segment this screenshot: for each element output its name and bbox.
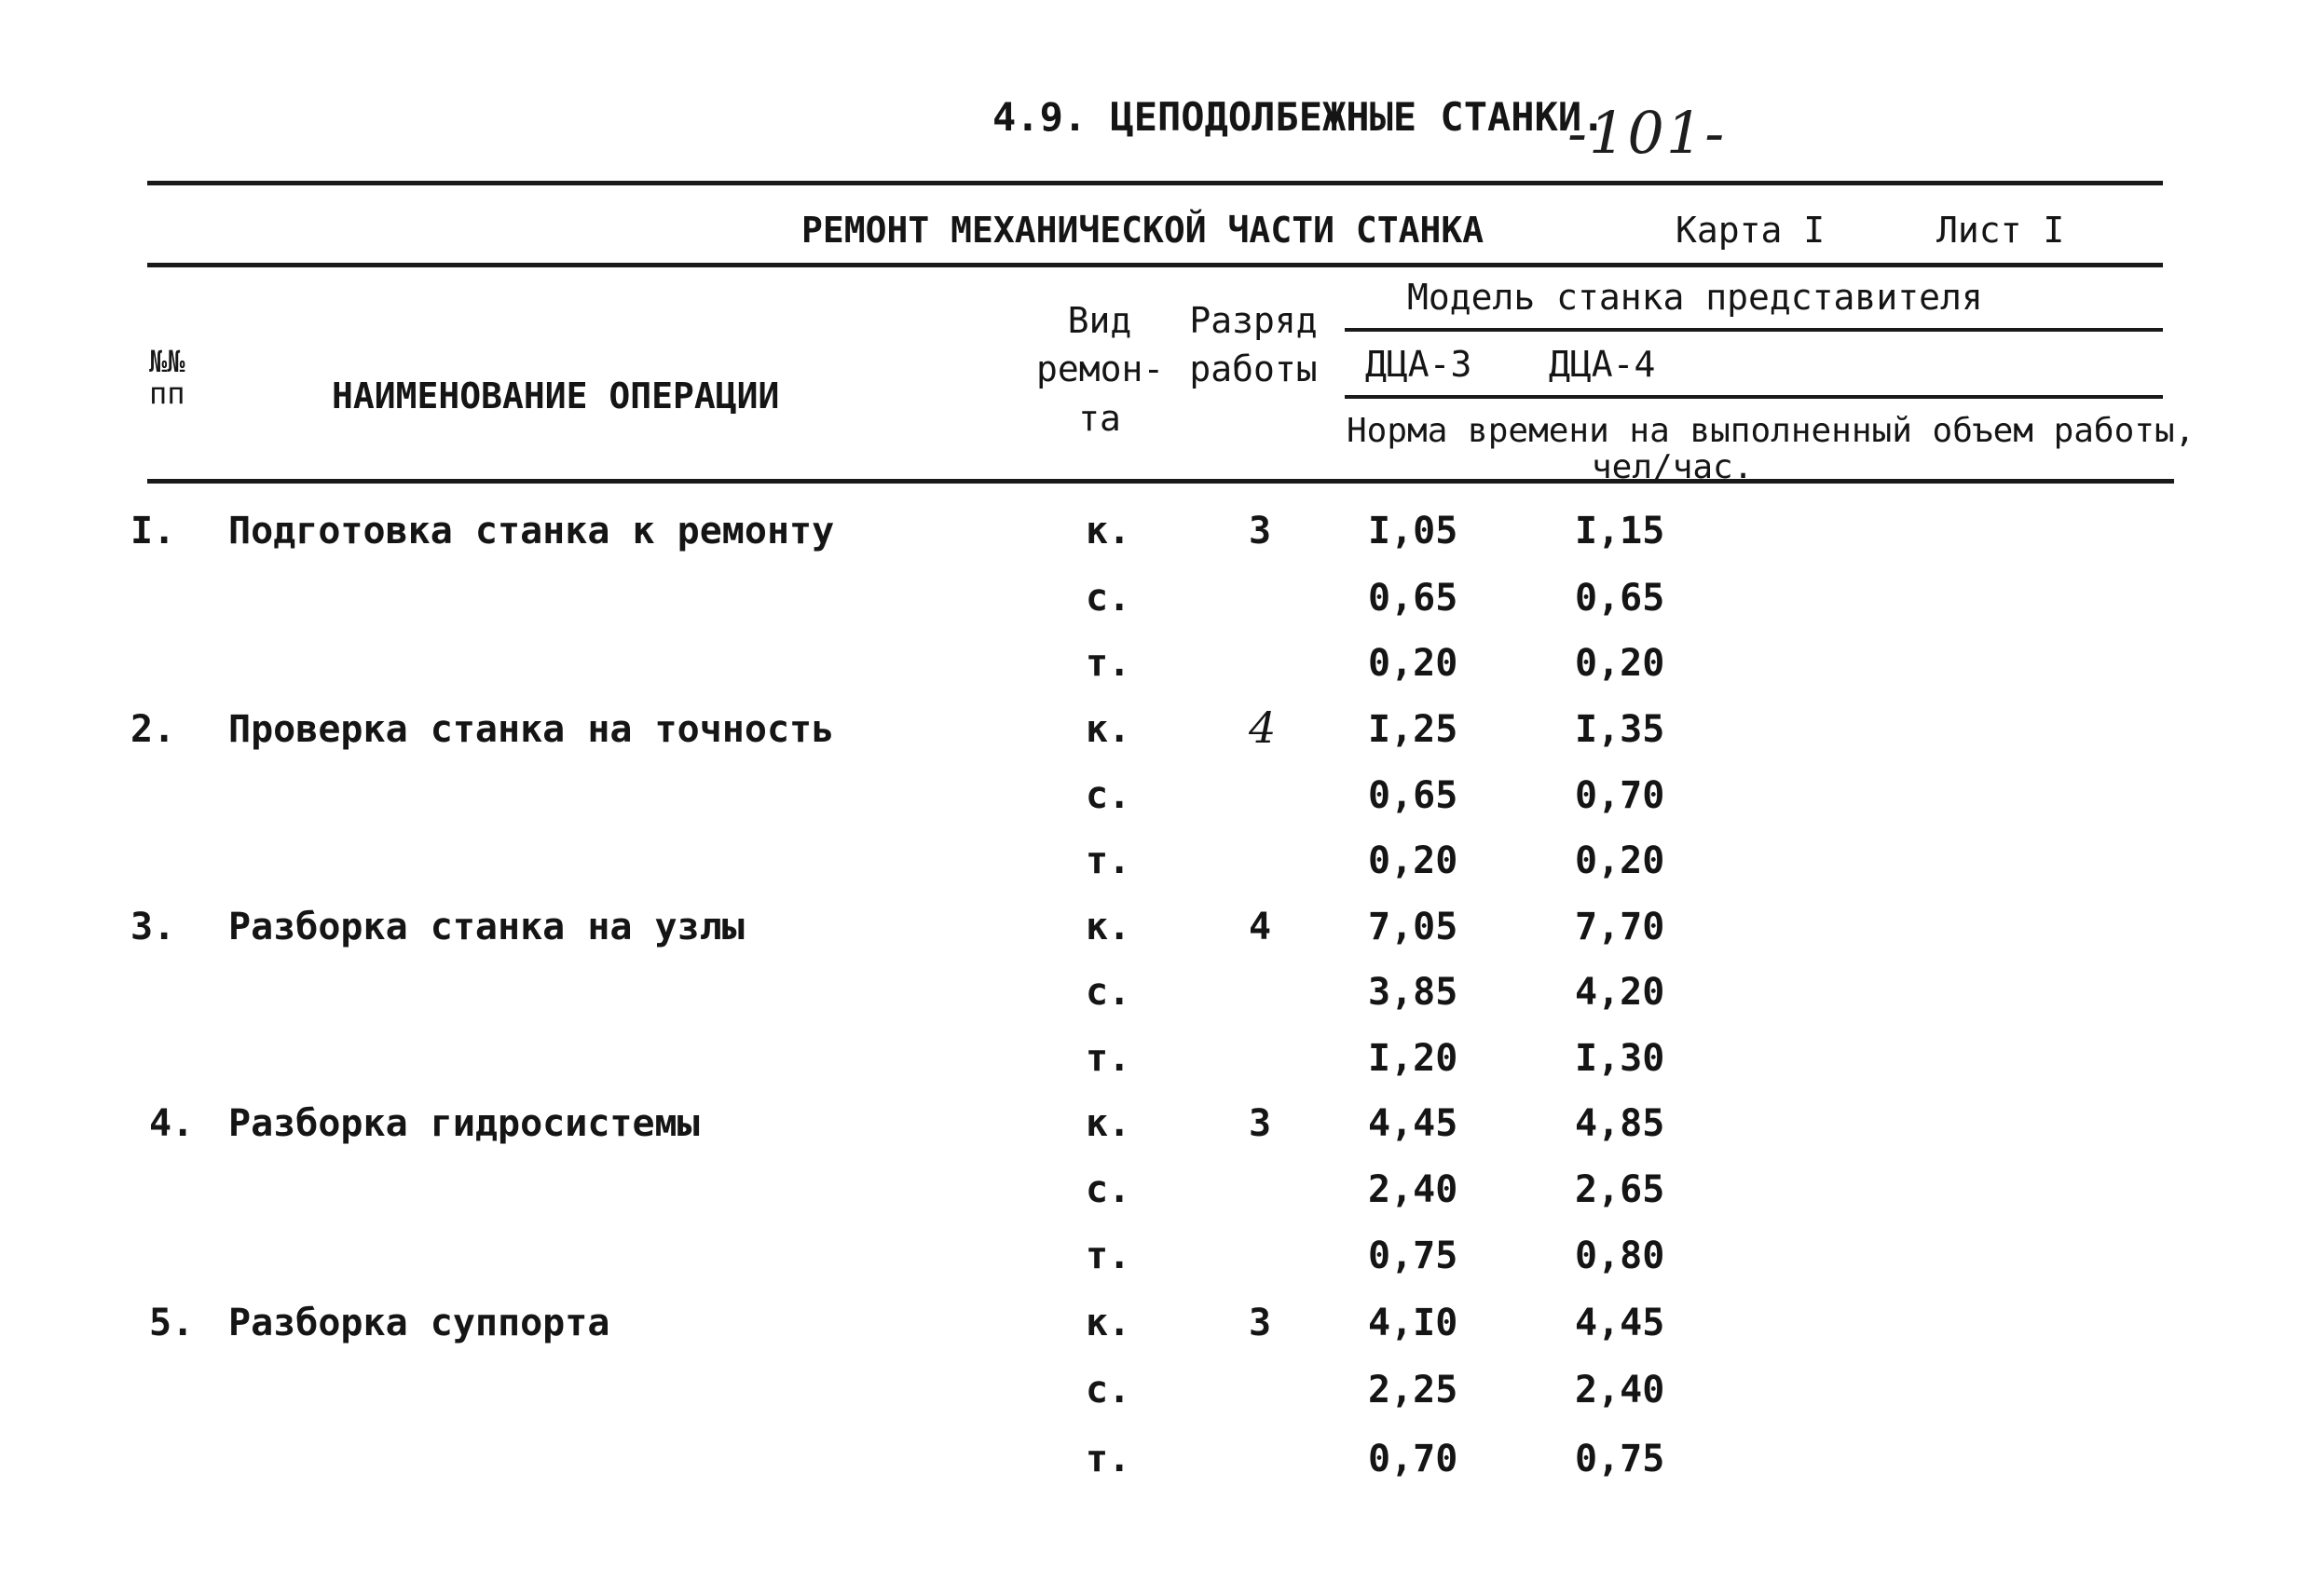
norm-model-1: 0,65 xyxy=(1368,577,1458,620)
row-num: 4. xyxy=(149,1102,195,1145)
repair-type: к. xyxy=(1086,510,1131,552)
operation-name: Разборка суппорта xyxy=(228,1302,610,1344)
grade: 3 xyxy=(1249,1302,1272,1344)
top-rule xyxy=(147,181,2163,185)
norm-model-1: 0,65 xyxy=(1368,774,1458,817)
operation-header: НАИМЕНОВАНИЕ ОПЕРАЦИИ xyxy=(332,375,780,416)
grade: 4 xyxy=(1249,906,1272,948)
norm-model-1: 0,20 xyxy=(1368,839,1458,882)
num-header-line2: пп xyxy=(149,375,185,411)
norm-model-2: 4,45 xyxy=(1575,1302,1665,1344)
grade: 3 xyxy=(1249,510,1272,552)
norm-model-2: 0,70 xyxy=(1575,774,1665,817)
norm-model-2: 2,65 xyxy=(1575,1168,1665,1211)
repair-type-header-2: ремон- xyxy=(1036,348,1165,390)
repair-type-header-1: Вид xyxy=(1067,300,1132,341)
norm-model-1: I,25 xyxy=(1368,708,1458,751)
norm-header-line2: чел/час. xyxy=(1592,448,1754,486)
model-names-rule xyxy=(1345,395,2163,399)
sheet-label: Лист I xyxy=(1936,210,2065,251)
row-num: I. xyxy=(130,510,176,552)
operation-name: Подготовка станка к ремонту xyxy=(228,510,835,552)
norm-model-1: 0,20 xyxy=(1368,642,1458,685)
card-label: Карта I xyxy=(1676,210,1826,251)
num-header xyxy=(149,344,185,411)
norm-model-2: 0,20 xyxy=(1575,839,1665,882)
norm-model-2: 4,20 xyxy=(1575,971,1665,1014)
section-title: РЕМОНТ МЕХАНИЧЕСКОЙ ЧАСТИ СТАНКА xyxy=(801,210,1484,251)
repair-type: т. xyxy=(1086,1438,1131,1480)
repair-type: с. xyxy=(1086,971,1131,1014)
norm-model-1: 4,I0 xyxy=(1368,1302,1458,1344)
repair-type: с. xyxy=(1086,1168,1131,1211)
norm-header-line1: Норма времени на выполненный объем работы, xyxy=(1347,412,2196,450)
norm-model-2: 4,85 xyxy=(1575,1102,1665,1145)
repair-type: к. xyxy=(1086,1102,1131,1145)
repair-type: т. xyxy=(1086,1037,1131,1080)
norm-model-1: 0,75 xyxy=(1368,1235,1458,1277)
row-num: 3. xyxy=(130,906,176,948)
norm-model-2: 0,80 xyxy=(1575,1235,1665,1277)
norm-model-2: 2,40 xyxy=(1575,1369,1665,1412)
grade: 4 xyxy=(1249,703,1277,753)
repair-type: т. xyxy=(1086,642,1131,685)
norm-model-1: 4,45 xyxy=(1368,1102,1458,1145)
norm-model-1: 7,05 xyxy=(1368,906,1458,948)
repair-type: к. xyxy=(1086,906,1131,948)
repair-type-header-3: та xyxy=(1078,397,1121,439)
document-title: 4.9. ЦЕПОДОЛБЕЖНЫЕ СТАНКИ. xyxy=(992,94,1606,140)
norm-model-2: 0,20 xyxy=(1575,642,1665,685)
operation-name: Проверка станка на точность xyxy=(228,708,835,751)
model-group-rule xyxy=(1345,328,2163,332)
repair-type: к. xyxy=(1086,708,1131,751)
norm-model-2: I,35 xyxy=(1575,708,1665,751)
norm-model-1: 2,25 xyxy=(1368,1369,1458,1412)
repair-type-header xyxy=(1036,296,1163,443)
row-num: 2. xyxy=(130,708,176,751)
norm-model-2: 0,65 xyxy=(1575,577,1665,620)
repair-type: с. xyxy=(1086,1369,1131,1412)
norm-model-1: I,05 xyxy=(1368,510,1458,552)
header-top-rule xyxy=(147,263,2163,267)
operation-name: Разборка гидросистемы xyxy=(228,1102,700,1145)
repair-type: с. xyxy=(1086,577,1131,620)
grade-header-2: работы xyxy=(1189,348,1318,390)
norm-model-2: I,15 xyxy=(1575,510,1665,552)
page-number: -101- xyxy=(1567,99,1727,167)
grade-header xyxy=(1174,296,1333,394)
norm-model-1: 3,85 xyxy=(1368,971,1458,1014)
repair-type: к. xyxy=(1086,1302,1131,1344)
row-num: 5. xyxy=(149,1302,195,1344)
norm-model-2: 7,70 xyxy=(1575,906,1665,948)
norm-model-1: 0,70 xyxy=(1368,1438,1458,1480)
norm-model-1: I,20 xyxy=(1368,1037,1458,1080)
repair-type: с. xyxy=(1086,774,1131,817)
repair-type: т. xyxy=(1086,1235,1131,1277)
norm-model-1: 2,40 xyxy=(1368,1168,1458,1211)
model-1-header: ДЦА-3 xyxy=(1365,344,1472,385)
model-2-header: ДЦА-4 xyxy=(1549,344,1656,385)
operation-name: Разборка станка на узлы xyxy=(228,906,745,948)
repair-type: т. xyxy=(1086,839,1131,882)
norm-model-2: 0,75 xyxy=(1575,1438,1665,1480)
norm-model-2: I,30 xyxy=(1575,1037,1665,1080)
grade: 3 xyxy=(1249,1102,1272,1145)
grade-header-1: Разряд xyxy=(1189,300,1318,341)
header-bottom-rule xyxy=(147,479,2174,484)
num-header-line1: №№ xyxy=(149,344,185,379)
model-group-header: Модель станка представителя xyxy=(1407,277,1983,318)
